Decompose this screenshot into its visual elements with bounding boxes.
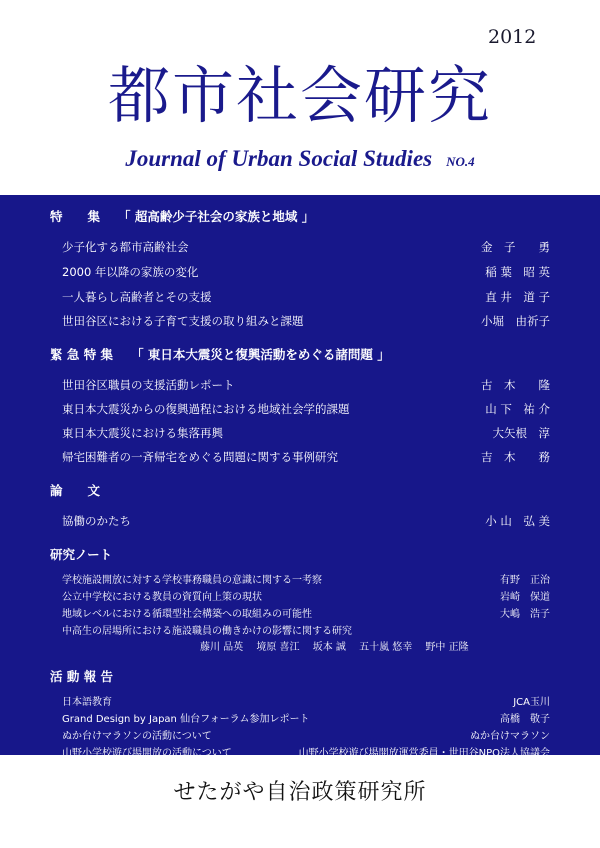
article-author: 稲 葉 昭 英: [485, 265, 550, 279]
article-author: 古 木 隆: [481, 378, 550, 392]
article-author: 山 下 祐 介: [485, 402, 550, 416]
publication-year: 2012: [488, 26, 537, 48]
article-author: JCA玉川: [513, 697, 550, 708]
publisher-name: せたがや自治政策研究所: [173, 780, 427, 805]
journal-subtitle-text: Journal of Urban Social Studies: [125, 146, 433, 171]
section-papers-heading: [50, 481, 100, 499]
issue-number: NO.4: [446, 154, 475, 169]
section-label: 論 文: [50, 483, 101, 498]
section-notes-heading: [50, 545, 112, 563]
section-theme: 「 超高齢少子社会の家族と地域 」: [118, 209, 315, 224]
article-author: 有野 正治: [500, 575, 550, 586]
article-title: 少子化する都市高齢社会: [62, 240, 189, 254]
article-title: 世田谷区職員の支援活動レポート: [62, 378, 235, 392]
article-title: 帰宅困難者の一斉帰宅をめぐる問題に関する事例研究: [62, 450, 338, 464]
journal-subtitle: [0, 146, 600, 172]
article-title: 東日本大震災における集落再興: [62, 426, 223, 440]
article-author: 直 井 道 子: [485, 290, 550, 304]
article-title: 中高生の居場所における施設職員の働きかけの影響に関する研究: [62, 626, 352, 637]
article-author: 岩崎 保道: [500, 592, 550, 603]
section-emergency-heading: [50, 345, 390, 363]
section-label: 研究ノート: [50, 547, 113, 562]
article-title: 世田谷区における子育て支援の取り組みと課題: [62, 314, 304, 328]
article-title: 山野小学校遊び場開放の活動について: [62, 748, 232, 759]
article-title: 公立中学校における教員の資質向上策の現状: [62, 592, 262, 603]
journal-title: 都市社会研究: [107, 59, 492, 132]
section-activities-heading: [50, 667, 113, 685]
section-special-heading: [50, 207, 314, 225]
article-author: 吉 木 務: [481, 450, 550, 464]
article-author: 山野小学校遊び場開放運営委員・世田谷NPO法人協議会: [298, 748, 550, 759]
article-author: 高橋 敬子: [500, 714, 550, 725]
article-title: 協働のかたち: [62, 514, 131, 528]
article-title: 地域レベルにおける循環型社会構築への取組みの可能性: [62, 609, 312, 620]
article-author: 金 子 勇: [481, 240, 550, 254]
article-author: 小堀 由祈子: [481, 314, 550, 328]
section-theme: 「 東日本大震災と復興活動をめぐる諸問題 」: [131, 347, 390, 362]
article-author: ぬか台けマラソン: [470, 731, 550, 742]
section-label: 緊 急 特 集: [50, 347, 114, 362]
article-title: Grand Design by Japan 仙台フォーラム参加レポート: [62, 714, 310, 725]
article-author: 大嶋 浩子: [500, 609, 550, 620]
section-label: 特 集: [50, 209, 101, 224]
article-title: 一人暮らし高齢者とその支援: [62, 290, 212, 304]
article-title: 日本語教育: [62, 697, 112, 708]
contents-panel: [0, 195, 600, 759]
section-label: 活 動 報 告: [50, 669, 114, 684]
article-author: 小 山 弘 美: [485, 514, 550, 528]
note-co-authors: 藤川 品英 境原 喜江 坂本 誠 五十嵐 悠幸 野中 正隆: [200, 642, 469, 653]
article-title: 東日本大震災からの復興過程における地域社会学的課題: [62, 402, 350, 416]
article-title: 学校施設開放に対する学校事務職員の意識に関する一考察: [62, 575, 322, 586]
article-title: ぬか台けマラソンの活動について: [62, 731, 212, 742]
article-title: 2000 年以降の家族の変化: [62, 265, 199, 279]
article-author: 大矢根 淳: [492, 426, 550, 440]
